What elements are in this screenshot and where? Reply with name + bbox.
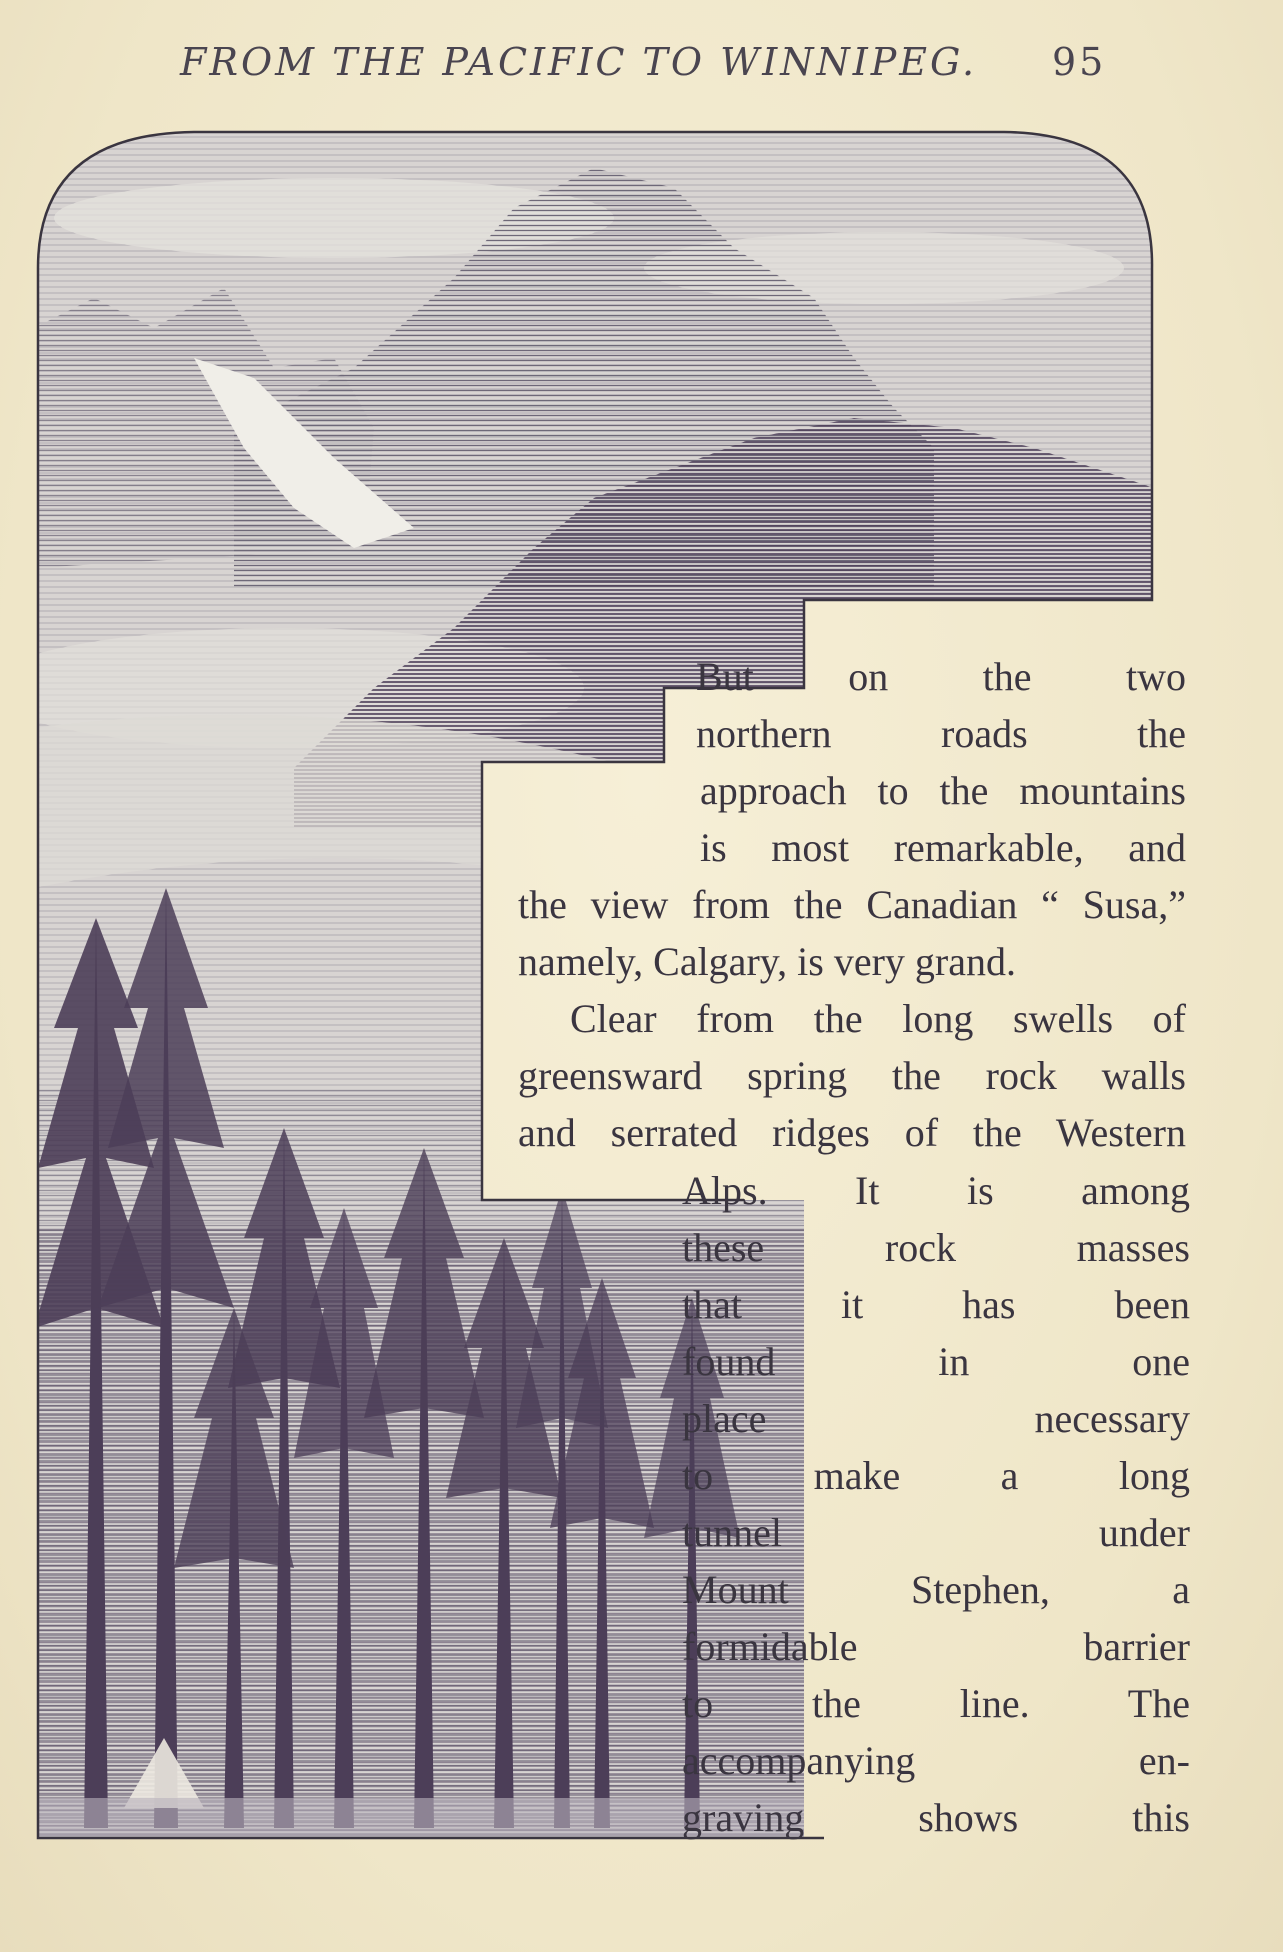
page-number: 95 bbox=[1052, 40, 1107, 84]
text-line: Mount Stephen, a bbox=[682, 1567, 1190, 1612]
text-line: to make a long bbox=[682, 1453, 1190, 1498]
text-line: Clear from the long swells of bbox=[570, 996, 1186, 1041]
text-line: the view from the Canadian “ Susa,” bbox=[518, 882, 1186, 927]
text-line: place necessary bbox=[682, 1396, 1190, 1441]
text-line: Alps. It is among bbox=[682, 1168, 1190, 1213]
text-line: formidable barrier bbox=[682, 1624, 1190, 1669]
text-line: namely, Calgary, is very grand. bbox=[518, 939, 1016, 984]
running-title: FROM THE PACIFIC TO WINNIPEG. bbox=[180, 40, 978, 84]
text-line: approach to the mountains bbox=[700, 768, 1186, 813]
text-line: to the line. The bbox=[682, 1681, 1190, 1726]
text-line: accompanying en- bbox=[682, 1738, 1190, 1783]
text-line: But on the two bbox=[696, 654, 1186, 699]
text-column-top bbox=[696, 648, 1186, 762]
text-line: is most remarkable, and bbox=[700, 825, 1186, 870]
running-header bbox=[180, 40, 1107, 90]
text-line: graving shows this bbox=[682, 1795, 1190, 1840]
text-column-bottom bbox=[682, 1162, 1190, 1846]
text-line: these rock masses bbox=[682, 1225, 1190, 1270]
text-column-middle bbox=[518, 762, 1186, 1161]
text-line: tunnel under bbox=[682, 1510, 1190, 1555]
text-line: that it has been bbox=[682, 1282, 1190, 1327]
text-line: and serrated ridges of the Western bbox=[518, 1110, 1186, 1155]
text-line: greensward spring the rock walls bbox=[518, 1053, 1186, 1098]
text-line: found in one bbox=[682, 1339, 1190, 1384]
text-line: northern roads the bbox=[696, 711, 1186, 756]
